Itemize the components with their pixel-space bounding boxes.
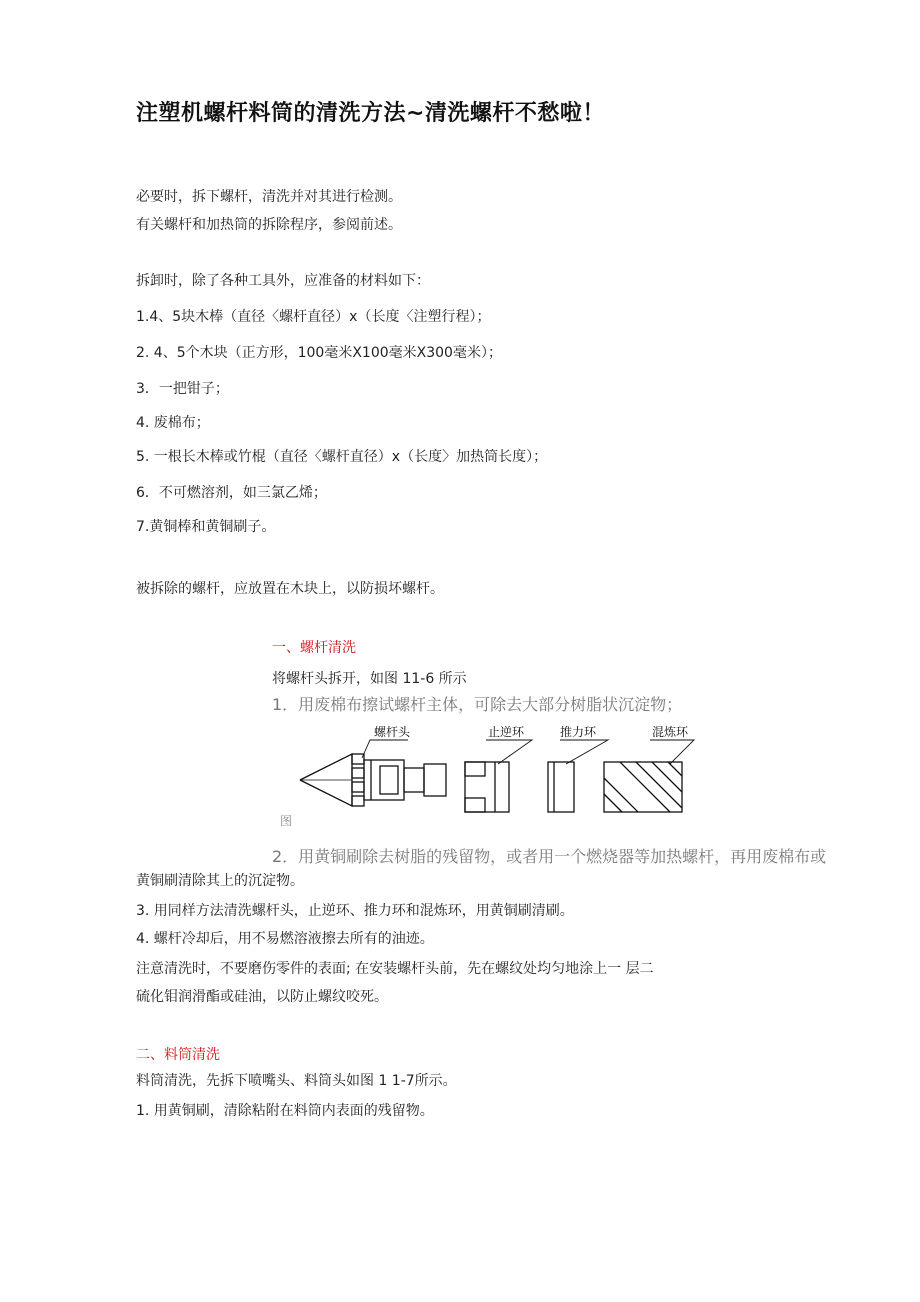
section1-step-cont: 黄铜刷清除其上的沉淀物。 bbox=[136, 873, 304, 889]
material-item: 7.黄铜棒和黄铜刷子。 bbox=[136, 519, 276, 535]
figure-label-thrust-ring: 推力环 bbox=[560, 725, 597, 739]
figure-caption: 图 bbox=[280, 814, 293, 828]
check-ring-outline bbox=[465, 762, 509, 812]
section1-step: 3. 用同样方法清洗螺杆头，止逆环、推力环和混炼环，用黄铜刷清刷。 bbox=[136, 903, 574, 919]
figure-label-mixing-ring: 混炼环 bbox=[652, 725, 689, 739]
material-item: 5. 一根长木棒或竹棍（直径〈螺杆直径）x（长度〉加热筒长度）； bbox=[136, 449, 548, 465]
section1-step: 1．用废棉布擦试螺杆主体，可除去大部分树脂状沉淀物； bbox=[272, 695, 683, 714]
intro-line: 有关螺杆和加热筒的拆除程序，参阅前述。 bbox=[136, 217, 402, 233]
figure-label-screw-head: 螺杆头 bbox=[374, 725, 411, 739]
section1-heading: 一、螺杆清洗 bbox=[272, 640, 356, 656]
materials-heading: 拆卸时，除了各种工具外，应准备的材料如下： bbox=[136, 273, 430, 289]
intro-line: 必要时，拆下螺杆，清洗并对其进行检测。 bbox=[136, 189, 402, 205]
section2-step: 1. 用黄铜刷，清除粘附在料筒内表面的残留物。 bbox=[136, 1103, 434, 1119]
section1-line: 将螺杆头拆开，如图 11-6 所示 bbox=[272, 671, 467, 687]
placement-note: 被拆除的螺杆，应放置在木块上，以防损坏螺杆。 bbox=[136, 581, 444, 597]
material-item: 2. 4、5个木块（正方形，100毫米X100毫米X300毫米）； bbox=[136, 345, 502, 361]
section1-note: 硫化钼润滑酯或硅油，以防止螺纹咬死。 bbox=[136, 989, 388, 1005]
section1-step: 4. 螺杆冷却后，用不易燃溶液擦去所有的油迹。 bbox=[136, 931, 434, 947]
page-title: 注塑机螺杆料筒的清洗方法~清洗螺杆不愁啦！ bbox=[136, 101, 605, 126]
thrust-ring-outline bbox=[548, 762, 574, 812]
screw-head-diagram bbox=[290, 718, 730, 822]
material-item: 3．一把钳子； bbox=[136, 381, 229, 397]
section1-note: 注意清洗时，不要磨伤零件的表面; 在安装螺杆头前，先在螺纹处均匀地涂上一 层二 bbox=[136, 961, 654, 977]
material-item: 4. 废棉布； bbox=[136, 415, 210, 431]
section2-line: 料筒清洗，先拆下喷嘴头、料筒头如图 1 1-7所示。 bbox=[136, 1073, 457, 1089]
section1-step: 2．用黄铜刷除去树脂的残留物，或者用一个燃烧器等加热螺杆，再用废棉布或 bbox=[272, 847, 827, 866]
section2-heading: 二、料筒清洗 bbox=[136, 1047, 220, 1063]
screw-head-figure bbox=[290, 718, 730, 822]
material-item: 1.4、5块木棒（直径〈螺杆直径）x（长度〈注塑行程）； bbox=[136, 309, 491, 325]
figure-label-check-ring: 止逆环 bbox=[488, 725, 525, 739]
material-item: 6．不可燃溶剂，如三氯乙烯； bbox=[136, 485, 327, 501]
